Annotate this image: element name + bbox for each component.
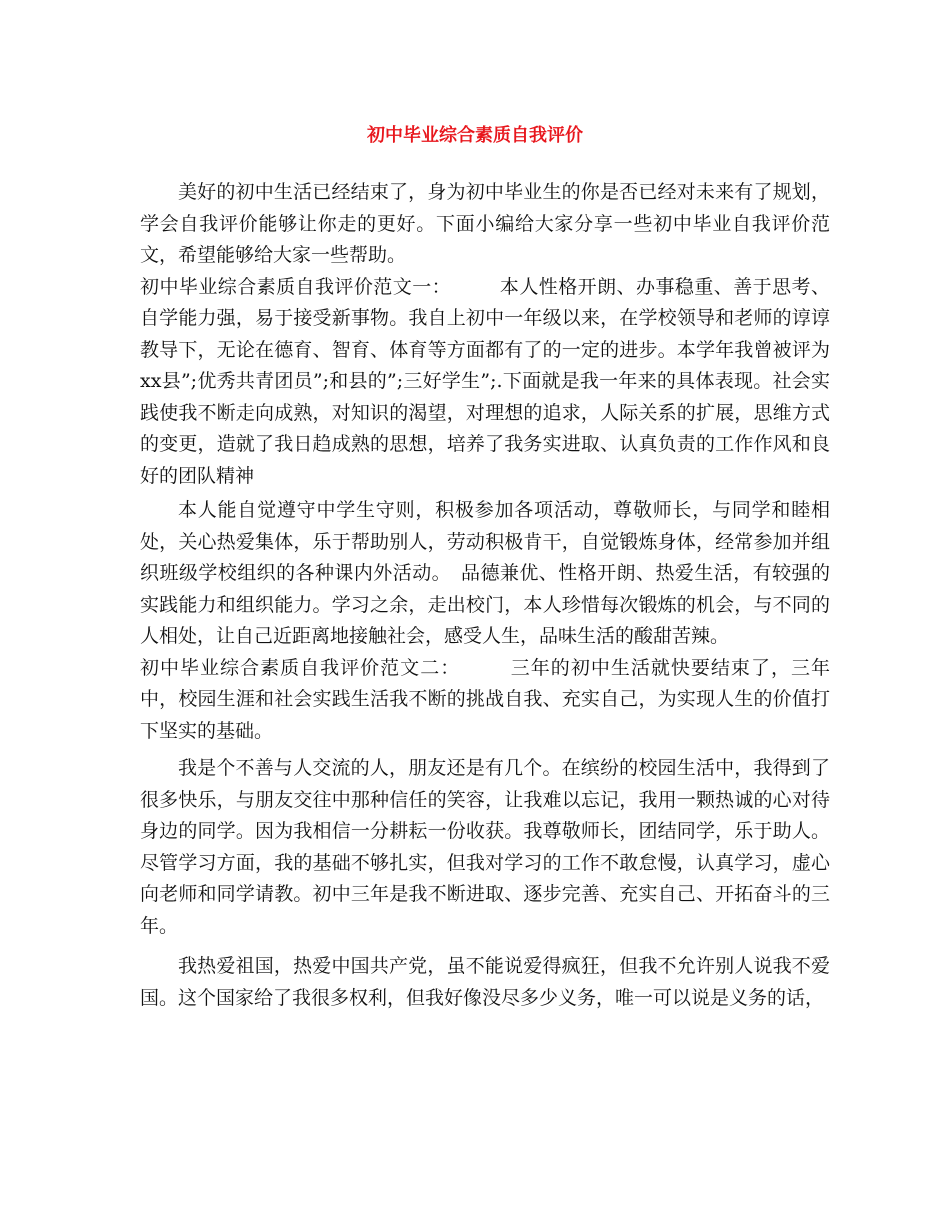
paragraph-conduct: 本人能自觉遵守中学生守则，积极参加各项活动，尊敬师长，与同学和睦相处，关心热爱集体，乐于帮助别人，劳动积极肯干，自觉锻炼身体，经常参加并组织班级学校组织的各种课内外活动。 品德兼优、性格开朗、热爱生活，有较强的实践能力和组织能力。学习之余，走出校门，本人珍惜每次锻炼的机会，与不同的人相处，让自己近距离地接触社会，感受人生，品味生活的酸甜苦辣。 <box>140 499 830 647</box>
paragraph-friends: 我是个不善与人交流的人，朋友还是有几个。在缤纷的校园生活中，我得到了很多快乐，与朋友交往中那种信任的笑容，让我难以忘记，我用一颗热诚的心对待身边的同学。因为我相信一分耕耘一份收获。我尊敬师长，团结同学，乐于助人。尽管学习方面，我的基础不够扎实，但我对学习的工作不敢怠慢，认真学习，虚心向老师和同学请教。初中三年是我不断进取、逐步完善、充实自己、开拓奋斗的三年。 <box>140 757 830 937</box>
paragraph-sample-one: 初中毕业综合素质自我评价范文一： 本人性格开朗、办事稳重、善于思考、自学能力强，易于接受新事物。我自上初中一年级以来，在学校领导和老师的谆谆教导下，无论在德育、智育、体育等方面都有了的一定的进步。本学年我曾被评为xx县”;优秀共青团员”;和县的”;三好学生”;.下面就是我一年来的具体表现。社会实践使我不断走向成熟，对知识的渴望，对理想的追求，人际关系的扩展，思维方式的变更，造就了我日趋成熟的思想，培养了我务实进取、认真负责的工作作风和良好的团队精神 <box>140 275 830 487</box>
document-body <box>140 177 830 1014</box>
paragraph-patriotism: 我热爱祖国，热爱中国共产党，虽不能说爱得疯狂，但我不允许别人说我不爱国。这个国家给了我很多权利，但我好像没尽多少义务，唯一可以说是义务的话， <box>140 955 830 1009</box>
paragraph-intro: 美好的初中生活已经结束了，身为初中毕业生的你是否已经对未来有了规划，学会自我评价能够让你走的更好。下面小编给大家分享一些初中毕业自我评价范文，希望能够给大家一些帮助。 <box>140 181 830 266</box>
paragraph-sample-two: 初中毕业综合素质自我评价范文二： 三年的初中生活就快要结束了，三年中，校园生涯和社会实践生活我不断的挑战自我、充实自己，为实现人生的价值打下坚实的基础。 <box>140 656 830 742</box>
document-title: 初中毕业综合素质自我评价 <box>367 125 583 146</box>
